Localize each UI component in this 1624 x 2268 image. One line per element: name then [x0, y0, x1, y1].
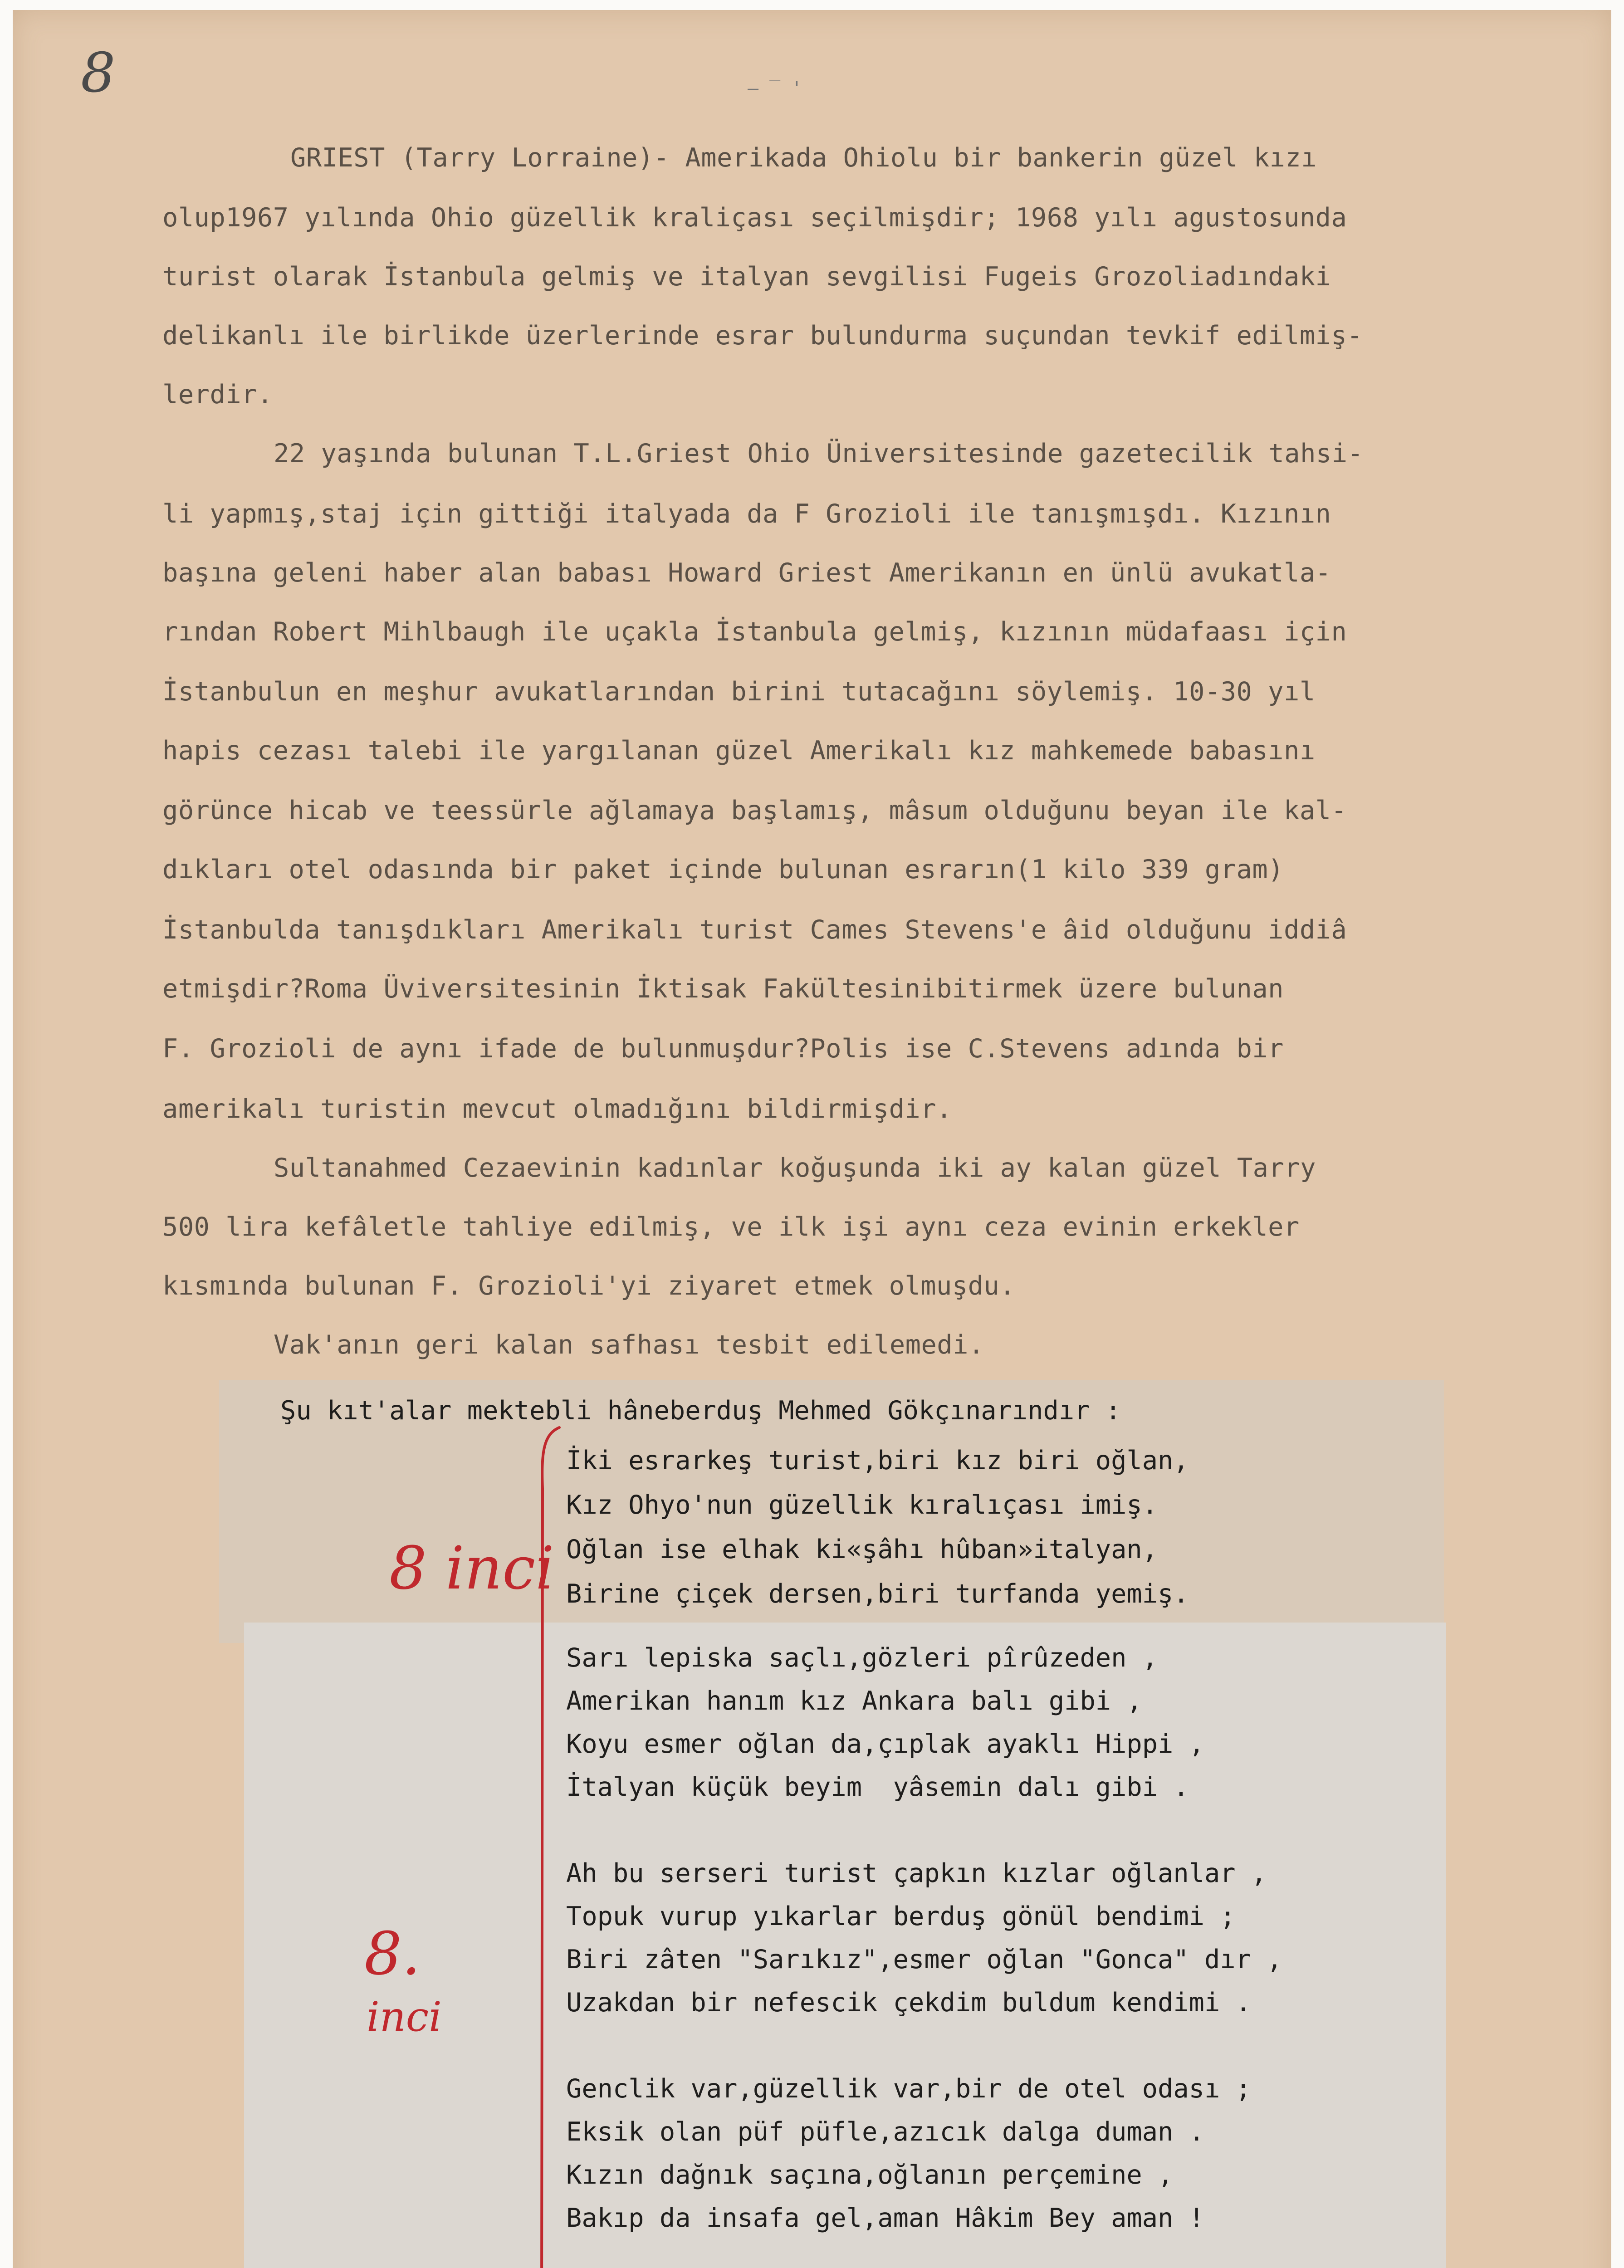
body-line: İstanbulda tanışdıkları Amerikalı turist Cames Stevens'e âid olduğunu iddiâ [162, 915, 1347, 945]
body-line: F. Grozioli de aynı ifade de bulunmuşdur?Polis ise C.Stevens adında bir [162, 1034, 1284, 1064]
body-line: delikanlı ile birlikde üzerlerinde esrar bulundurma suçundan tevkif edilmiş- [162, 321, 1363, 351]
body-line: olup1967 yılında Ohio güzellik kraliçası seçilmişdir; 1968 yılı agustosunda [162, 203, 1347, 233]
verse-line: Genclik var,güzellik var,bir de otel odası ; [566, 2074, 1251, 2104]
handwritten-note: inci [367, 1993, 442, 2041]
handwritten-note: 8 inci [389, 1534, 554, 1603]
body-line: rından Robert Mihlbaugh ile uçakla İstanbula gelmiş, kızının müdafaası için [162, 617, 1347, 647]
handwritten-note: 8. [364, 1919, 421, 1988]
verse-line: Koyu esmer oğlan da,çıplak ayaklı Hippi , [566, 1729, 1204, 1759]
body-line: başına geleni haber alan babası Howard Griest Amerikanın en ünlü avukatla- [162, 558, 1331, 588]
verse-line: İki esrarkeş turist,biri kız biri oğlan, [566, 1446, 1189, 1476]
body-line: GRIEST (Tarry Lorraine)- Amerikada Ohiolu bir bankerin güzel kızı [290, 143, 1317, 173]
body-line: İstanbulun en meşhur avukatlarından birini tutacağını söylemiş. 10-30 yıl [162, 677, 1316, 707]
verse-line: İtalyan küçük beyim yâsemin dalı gibi . [566, 1772, 1189, 1802]
body-line: Sultanahmed Cezaevinin kadınlar koğuşunda iki ay kalan güzel Tarry [274, 1153, 1316, 1183]
body-line: li yapmış,staj için gittiği italyada da F Grozioli ile tanışmışdı. Kızının [162, 499, 1331, 529]
verse-line: Eksik olan püf püfle,azıcık dalga duman . [566, 2117, 1204, 2147]
body-line: lerdir. [162, 380, 273, 410]
body-line: hapis cezası talebi ile yargılanan güzel Amerikalı kız mahkemede babasını [162, 736, 1316, 766]
body-line: turist olarak İstanbula gelmiş ve italyan sevgilisi Fugeis Grozoliadındaki [162, 262, 1331, 292]
verse-line: Topuk vurup yıkarlar berduş gönül bendimi ; [566, 1901, 1236, 1931]
verse-line: Uzakdan bir nefescik çekdim buldum kendimi . [566, 1988, 1251, 2018]
body-line: amerikalı turistin mevcut olmadığını bildirmişdir. [162, 1094, 952, 1124]
verse-line: Kız Ohyo'nun güzellik kıralıçası imiş. [566, 1490, 1158, 1520]
body-line: Vak'anın geri kalan safhası tesbit edilemedi. [274, 1330, 984, 1360]
body-line: etmişdir?Roma Üviversitesinin İktisak Fakültesinibitirmek üzere bulunan [162, 974, 1284, 1004]
verse-line: Amerikan hanım kız Ankara balı gibi , [566, 1686, 1142, 1716]
document-page [13, 10, 1611, 2268]
body-line: 22 yaşında bulunan T.L.Griest Ohio Üniversitesinde gazetecilik tahsi- [274, 439, 1364, 469]
verse-line: Bakıp da insafa gel,aman Hâkim Bey aman ! [566, 2203, 1204, 2233]
verse-line: Ah bu serseri turist çapkın kızlar oğlanlar , [566, 1858, 1267, 1888]
body-line: kısmında bulunan F. Grozioli'yi ziyaret etmek olmuşdu. [162, 1271, 1016, 1301]
verse-line: Sarı lepiska saçlı,gözleri pîrûzeden , [566, 1643, 1158, 1673]
body-line: dıkları otel odasında bir paket içinde bulunan esrarın(1 kilo 339 gram) [162, 855, 1284, 885]
verse-line: Oğlan ise elhak ki«şâhı hûban»italyan, [566, 1535, 1158, 1564]
verse-line: Birine çiçek dersen,biri turfanda yemiş. [566, 1579, 1189, 1609]
verse-line: Kızın dağnık saçına,oğlanın perçemine , [566, 2160, 1174, 2190]
verse-line: Biri zâten "Sarıkız",esmer oğlan "Gonca" dır , [566, 1945, 1282, 1975]
body-line: görünce hicab ve teessürle ağlamaya başlamış, mâsum olduğunu beyan ile kal- [162, 796, 1347, 826]
verse-heading: Şu kıt'alar mektebli hâneberduş Mehmed Gökçınarındır : [280, 1396, 1121, 1426]
body-line: 500 lira kefâletle tahliye edilmiş, ve ilk işi aynı ceza evinin erkekler [162, 1212, 1300, 1242]
handwritten-page-number: 8 [81, 42, 116, 105]
pencil-mark: — ‾ ' [748, 78, 802, 99]
